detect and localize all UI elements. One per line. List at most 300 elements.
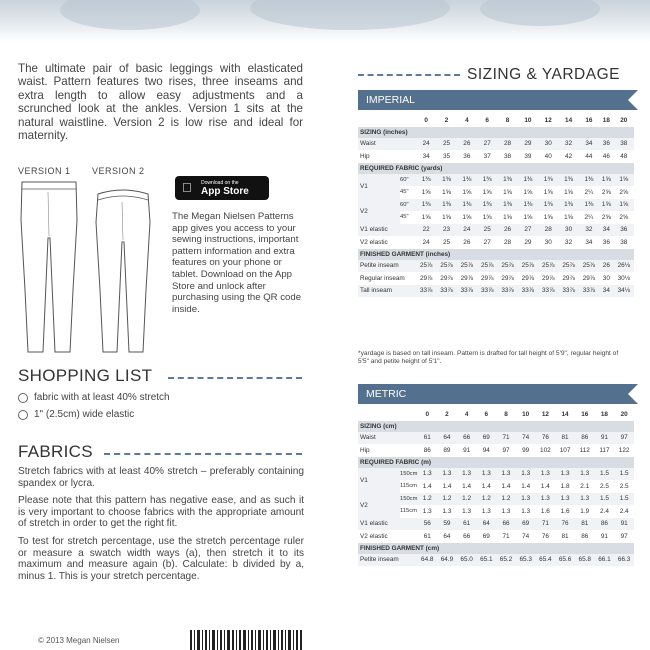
table-row	[358, 114, 634, 127]
table-cell: 1⅜	[538, 174, 558, 187]
table-cell: 1⅜	[477, 174, 497, 187]
table-cell: 66	[463, 532, 471, 540]
apple-icon	[182, 180, 192, 195]
table-cell: 91	[600, 532, 608, 540]
table-cell: 65.0	[457, 554, 477, 567]
table-row	[358, 260, 634, 273]
table-cell: 33⅞	[538, 285, 558, 298]
table-cell: 97	[502, 446, 510, 454]
table-cell: V1 elastic	[358, 224, 416, 237]
table-cell: 24	[416, 138, 436, 151]
table-row	[358, 432, 634, 445]
table-cell: 30	[558, 224, 578, 237]
table-cell: 2⅝	[601, 188, 611, 196]
table-cell: 66	[496, 518, 516, 531]
table-cell: 69	[482, 532, 490, 540]
table-cell: V1 elastic	[358, 518, 417, 531]
table-row	[358, 421, 634, 432]
table-cell: 34⅛	[614, 285, 634, 298]
leggings-v2-drawing	[92, 180, 154, 356]
table-cell: 25⅞	[436, 260, 456, 273]
table-cell: 1⅜	[518, 199, 538, 212]
table-cell: 12	[541, 410, 549, 418]
table-cell: 29⅞	[440, 274, 453, 282]
table-cell: 115cm	[400, 508, 417, 515]
table-cell: 25⅞	[477, 260, 497, 273]
metric-banner: METRIC	[358, 384, 628, 404]
table-row	[358, 493, 634, 506]
table-cell: 1.3	[536, 493, 556, 506]
circle-bullet-icon	[18, 393, 28, 403]
table-cell: FINISHED GARMENT (cm)	[358, 543, 634, 554]
table-cell: 2¼	[584, 213, 594, 221]
table-cell: 1⅝	[421, 213, 431, 221]
table-cell: 66.1	[595, 554, 615, 567]
table-cell: 33⅞	[436, 285, 456, 298]
table-cell: 1⅝	[523, 213, 533, 221]
table-row	[358, 554, 634, 567]
table-cell: 1⅝	[543, 213, 553, 221]
table-cell: 30	[602, 274, 610, 282]
table-cell: 27	[477, 138, 497, 151]
table-cell: 1.4	[481, 482, 491, 490]
table-cell: 35	[442, 152, 451, 160]
table-cell: 1⅝	[462, 188, 472, 196]
table-cell: 1.4	[521, 482, 531, 490]
table-row	[358, 138, 634, 151]
fabrics-title: FABRICS	[18, 442, 93, 461]
table-cell: 1.3	[442, 507, 452, 515]
imperial-banner: IMPERIAL	[358, 90, 628, 110]
table-cell: 16	[581, 410, 589, 418]
table-cell: 36	[602, 238, 610, 246]
table-cell: 29⅞	[480, 274, 494, 282]
table-cell: REQUIRED FABRIC (m)	[358, 457, 634, 468]
table-cell: 12	[544, 116, 552, 124]
table-cell: 24	[457, 224, 477, 237]
table-cell: 64.9	[437, 554, 457, 567]
badge-big-text: App Store	[201, 186, 249, 197]
table-cell: 25⅞	[579, 260, 599, 273]
table-cell: 26	[599, 260, 614, 273]
table-cell: 1⅝	[442, 188, 451, 196]
shopping-divider	[168, 377, 302, 379]
table-cell: 36	[614, 224, 634, 237]
table-cell: 34	[585, 238, 593, 246]
table-cell: V2 elastic	[360, 238, 388, 246]
table-cell: 86	[595, 518, 615, 531]
table-cell: 1⅝	[564, 188, 574, 196]
table-cell: 22	[416, 224, 436, 237]
table-cell: 1.2	[437, 493, 457, 506]
table-cell: 81	[561, 532, 569, 540]
shopping-list-title: SHOPPING LIST	[18, 366, 153, 385]
table-cell: 2	[444, 116, 449, 124]
table-cell: 25⅞	[538, 260, 558, 273]
table-cell: 29	[518, 138, 538, 151]
table-cell: 38	[614, 138, 634, 151]
table-cell: 1⅜	[538, 199, 558, 212]
table-cell: 1⅝	[482, 213, 492, 221]
table-cell: 1.3	[422, 507, 432, 515]
table-cell: FINISHED GARMENT (inches)	[358, 249, 634, 260]
table-cell: 28	[503, 238, 512, 246]
table-cell: 24	[422, 238, 430, 246]
table-cell: 27	[483, 238, 491, 246]
table-cell: 32	[558, 138, 578, 151]
table-cell: REQUIRED FABRIC (yards)	[358, 163, 634, 174]
table-cell: 1.2	[476, 493, 496, 506]
imperial-table	[358, 114, 634, 297]
table-row	[358, 530, 634, 543]
table-cell: 1⅝	[614, 174, 634, 187]
circle-bullet-icon	[18, 410, 28, 420]
table-row	[358, 127, 634, 138]
table-cell: 1.3	[555, 493, 575, 506]
table-cell: 34	[579, 138, 599, 151]
table-cell: 2.4	[619, 507, 629, 515]
table-cell: 1.8	[560, 482, 570, 490]
table-cell: 40	[544, 152, 552, 160]
table-cell: 2.5	[599, 482, 609, 490]
table-cell: 81	[575, 518, 595, 531]
table-cell: 25	[442, 238, 451, 246]
table-cell: 1⅝	[503, 188, 512, 196]
table-cell: 150cm	[400, 493, 417, 506]
table-cell: 1.5	[595, 468, 615, 481]
table-cell: 29⅞	[419, 274, 433, 282]
table-cell: 1.4	[501, 482, 511, 490]
table-cell: 71	[536, 518, 556, 531]
version-2-label: VERSION 2	[92, 166, 145, 176]
table-cell: 1⅜	[558, 199, 578, 212]
table-cell: 1.3	[516, 468, 536, 481]
table-cell: 65.8	[575, 554, 595, 567]
table-cell: 1⅜	[457, 199, 477, 212]
table-cell: 76	[541, 532, 549, 540]
barcode	[190, 630, 302, 650]
table-cell: 36	[463, 152, 471, 160]
table-cell: 65.3	[516, 554, 536, 567]
table-cell: V2	[358, 493, 400, 518]
table-cell: 4	[464, 410, 469, 418]
table-cell: 1.2	[496, 493, 516, 506]
list-item: 1" (2.5cm) wide elastic	[18, 409, 170, 426]
table-cell: 1⅜	[436, 199, 456, 212]
table-cell: 1.5	[595, 493, 615, 506]
table-row	[358, 150, 634, 163]
table-cell: 86	[581, 532, 589, 540]
badge-small-text: Download on the	[201, 180, 239, 186]
table-row	[358, 505, 634, 518]
table-cell: 18	[600, 410, 608, 418]
table-cell: 23	[436, 224, 456, 237]
table-cell: 1.3	[521, 507, 531, 515]
table-cell: 76	[536, 432, 556, 445]
table-cell: 33⅞	[457, 285, 477, 298]
table-cell: 36	[599, 138, 614, 151]
table-cell: 25⅞	[518, 260, 538, 273]
table-cell: 102	[540, 446, 551, 454]
table-cell: Waist	[358, 138, 416, 151]
table-cell: 56	[417, 518, 437, 531]
table-cell: 0	[424, 116, 428, 124]
table-cell: 28	[538, 224, 558, 237]
table-cell: 1⅜	[497, 199, 517, 212]
app-store-badge[interactable]	[175, 176, 269, 200]
table-cell: 69	[476, 432, 496, 445]
table-row	[358, 444, 634, 457]
table-cell: 60"	[400, 199, 416, 212]
table-cell: 0	[425, 410, 430, 418]
table-cell: 1.3	[462, 507, 472, 515]
table-cell: Tall inseam	[358, 285, 416, 298]
table-row	[358, 186, 634, 199]
table-cell: 30⅛	[617, 274, 631, 282]
table-cell: V1	[358, 468, 400, 493]
table-cell: 39	[524, 152, 532, 160]
table-cell: 4	[465, 116, 469, 124]
table-cell: 30	[544, 238, 552, 246]
table-cell: 1⅝	[482, 188, 492, 196]
table-cell: 44	[585, 152, 593, 160]
table-cell: 74	[516, 432, 536, 445]
table-cell: 1⅝	[599, 199, 614, 212]
table-row	[358, 457, 634, 468]
table-cell: 46	[602, 152, 610, 160]
table-cell: V2	[358, 199, 400, 224]
table-row	[358, 224, 634, 237]
table-cell: 18	[602, 116, 610, 124]
table-cell: 1.3	[501, 507, 511, 515]
table-cell: 26	[457, 138, 477, 151]
table-cell: 2.1	[580, 482, 590, 490]
table-cell: 2⅝	[601, 213, 611, 221]
table-cell: 86	[575, 432, 595, 445]
table-cell: 1⅜	[579, 174, 599, 187]
table-cell: 81	[555, 432, 575, 445]
table-cell: 1.6	[540, 507, 550, 515]
table-cell: 10	[522, 410, 530, 418]
table-cell: 1.4	[540, 482, 550, 490]
table-cell: 32	[565, 238, 573, 246]
table-row	[358, 174, 634, 187]
table-cell: 65.2	[496, 554, 516, 567]
table-cell: 37	[483, 152, 491, 160]
table-cell: 30	[538, 138, 558, 151]
table-cell: 1⅝	[543, 188, 553, 196]
table-cell: Hip	[360, 446, 370, 454]
table-cell: 1⅜	[477, 199, 497, 212]
table-cell: 8	[504, 410, 508, 418]
table-cell: 2¼	[584, 188, 594, 196]
table-cell: 65.4	[536, 554, 556, 567]
table-cell: 48	[620, 152, 628, 160]
table-cell: 32	[579, 224, 599, 237]
table-cell: 64	[443, 532, 451, 540]
table-cell: 1.4	[422, 482, 432, 490]
table-cell: 1.3	[496, 468, 516, 481]
table-cell: 45"	[400, 214, 409, 221]
table-cell: 64.8	[417, 554, 437, 567]
table-cell: 20	[620, 410, 628, 418]
table-cell: V2 elastic	[360, 532, 388, 540]
table-cell: 1.2	[417, 493, 437, 506]
table-cell: 1⅜	[436, 174, 456, 187]
table-cell: 34	[599, 224, 614, 237]
table-cell: 66	[457, 432, 477, 445]
table-cell: 26	[463, 238, 471, 246]
table-cell: 6	[485, 116, 489, 124]
table-cell: 33⅞	[579, 285, 599, 298]
table-cell: 94	[482, 446, 490, 454]
table-cell: 2	[445, 410, 449, 418]
app-description: The Megan Nielsen Patterns app gives you access to your sewing instructions, important pattern information and extra features on your phone or tablet. Download on the App Store and unlock after purchasing using the QR code inside.	[172, 211, 302, 315]
table-cell: 1.3	[476, 468, 496, 481]
table-cell: 33⅞	[558, 285, 578, 298]
table-cell: 8	[505, 116, 510, 124]
table-row	[358, 518, 634, 531]
table-cell: 112	[579, 446, 590, 454]
table-cell: 25	[477, 224, 497, 237]
table-cell: 1.3	[417, 468, 437, 481]
table-cell	[358, 114, 416, 127]
table-cell: 1.3	[457, 468, 477, 481]
table-cell: 107	[559, 446, 571, 454]
fabrics-text	[18, 466, 304, 588]
table-row	[358, 272, 634, 285]
intro-text: The ultimate pair of basic leggings with elasticated waist. Pattern features two rises, three inseams and extra length to allow easy adjustments and a scrunched look at the ankles. Version 1 sits at the natural waistline. Version 2 is low rise and ideal for maternity.	[18, 62, 303, 143]
table-cell: 42	[565, 152, 573, 160]
table-cell: V1	[358, 174, 400, 199]
table-cell: 26	[497, 224, 517, 237]
table-cell: 34	[422, 152, 430, 160]
table-row	[358, 468, 634, 481]
table-cell: 29	[524, 238, 532, 246]
table-cell: 1⅜	[579, 199, 599, 212]
table-cell: 1⅝	[503, 213, 512, 221]
table-cell: 97	[620, 532, 628, 540]
table-cell: 71	[496, 432, 516, 445]
table-row	[358, 285, 634, 298]
table-cell: 45"	[400, 189, 409, 196]
table-cell: 1⅜	[457, 174, 477, 187]
sizing-yardage-title: SIZING & YARDAGE	[467, 66, 620, 83]
table-row	[358, 163, 634, 174]
table-cell: 1⅜	[518, 174, 538, 187]
metric-table	[358, 408, 634, 566]
table-cell: 60"	[400, 174, 416, 187]
table-cell: 74	[522, 532, 530, 540]
table-cell: 1⅜	[558, 174, 578, 187]
table-cell	[358, 408, 417, 421]
table-row	[358, 236, 634, 249]
table-cell: 29⅞	[562, 274, 575, 282]
copyright: © 2013 Megan Nielsen	[38, 636, 120, 645]
table-cell: 34	[599, 285, 614, 298]
table-row	[358, 211, 634, 224]
table-cell: 25⅞	[497, 260, 517, 273]
list-item: fabric with at least 40% stretch	[18, 392, 170, 409]
table-cell: 29⅞	[460, 274, 474, 282]
table-cell: 1⅝	[614, 199, 634, 212]
table-cell: 1.5	[614, 493, 634, 506]
table-cell: 25⅞	[416, 260, 436, 273]
table-cell: 122	[618, 446, 630, 454]
table-row	[358, 408, 634, 421]
table-row	[358, 480, 634, 493]
table-row	[358, 249, 634, 260]
intro-block	[18, 62, 303, 142]
table-cell: 1⅝	[564, 213, 574, 221]
fabrics-divider	[104, 453, 302, 455]
table-cell: 27	[518, 224, 538, 237]
table-cell: Petite inseam	[358, 554, 417, 567]
table-cell: 2.5	[619, 482, 629, 490]
table-cell: 76	[555, 518, 575, 531]
table-cell: 1⅝	[462, 213, 472, 221]
table-cell: 1⅜	[497, 174, 517, 187]
table-cell: 89	[443, 446, 451, 454]
table-cell: 25⅞	[457, 260, 477, 273]
table-cell: 28	[497, 138, 517, 151]
table-cell: 61	[457, 518, 477, 531]
table-cell: 1.3	[437, 468, 457, 481]
table-cell: SIZING (cm)	[358, 421, 634, 432]
table-cell: 91	[463, 446, 471, 454]
table-cell: 25⅞	[558, 260, 578, 273]
table-cell: 20	[620, 116, 628, 124]
table-cell: 117	[599, 446, 610, 454]
table-cell: 64	[437, 432, 457, 445]
table-cell: 6	[484, 410, 489, 418]
table-cell: 1.2	[457, 493, 477, 506]
table-cell: 29⅞	[521, 274, 535, 282]
table-cell: 14	[561, 410, 569, 418]
table-cell: 1⅜	[416, 174, 436, 187]
table-cell: 1⅝	[599, 174, 614, 187]
table-cell: 29⅞	[582, 274, 596, 282]
yardage-footnote: *yardage is based on tall inseam. Pattern is drafted for tall height of 5'9", regular height of 5'5" and petite height of 5'1".	[358, 350, 619, 365]
table-row	[358, 199, 634, 212]
version-1-label: VERSION 1	[18, 166, 71, 176]
fabrics-paragraph: Stretch fabrics with at least 40% stretch – preferably containing spandex or lycra.	[18, 466, 304, 489]
table-cell: 33⅞	[416, 285, 436, 298]
table-cell: 71	[502, 532, 510, 540]
table-cell: SIZING (inches)	[358, 127, 634, 138]
shopping-list	[18, 392, 170, 426]
table-cell: 150cm	[400, 468, 417, 481]
table-cell: 1⅝	[523, 188, 533, 196]
table-cell: 69	[516, 518, 536, 531]
table-cell: 29⅞	[542, 274, 555, 282]
table-cell: 65.6	[555, 554, 575, 567]
table-cell: 65.1	[476, 554, 496, 567]
table-cell: 1.9	[580, 507, 590, 515]
table-cell: 16	[585, 116, 593, 124]
table-cell: 1.3	[516, 493, 536, 506]
table-cell: 97	[614, 432, 634, 445]
table-cell: 2⅝	[619, 213, 629, 221]
table-cell: 66.3	[614, 554, 634, 567]
table-cell: 99	[522, 446, 530, 454]
sizing-divider	[358, 74, 460, 76]
table-cell: 64	[476, 518, 496, 531]
table-cell: Hip	[360, 152, 370, 160]
fabrics-paragraph: Please note that this pattern has negative ease, and as such it is very important to choose fabrics with the appropriate amount of stretch in order to get the right fit.	[18, 495, 304, 530]
table-cell: 38	[503, 152, 512, 160]
table-cell: 1.6	[560, 507, 570, 515]
